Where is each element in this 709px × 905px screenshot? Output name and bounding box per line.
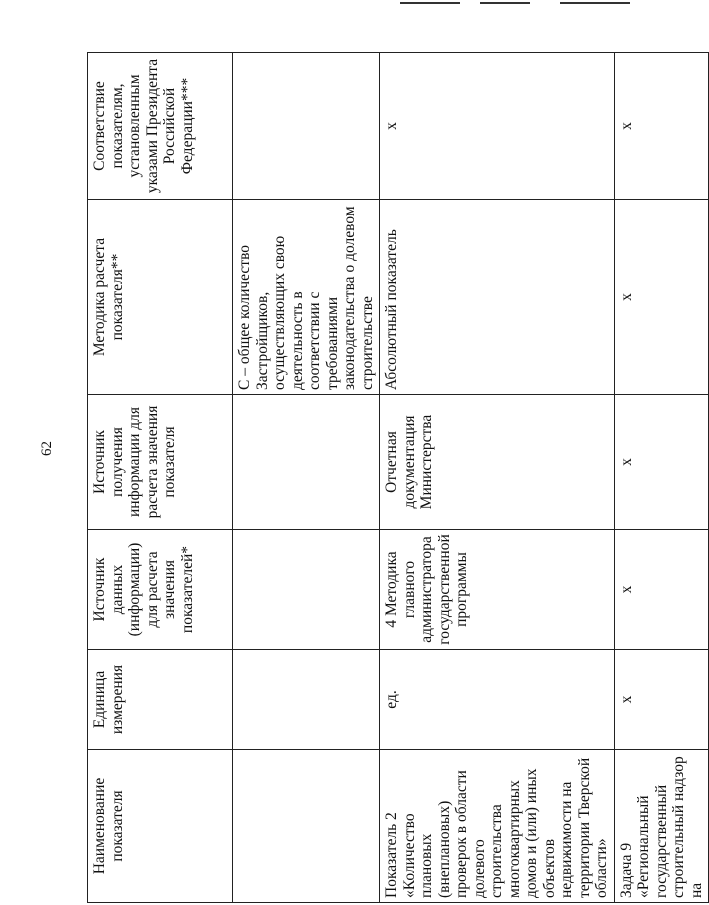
cell-name: Задача 9 «Региональный государственный строительный надзор на [614, 750, 709, 903]
cell-origin: Отчетная документация Министерства [380, 395, 615, 530]
cell-name: Показатель 2 «Количество плановых (внеплановых) проверок в области долевого строительства многоквартирных домов и (или) иных объектов недвижимости на территории Тверской области» [380, 750, 615, 903]
header-indicator-name: Наименование показателя [88, 750, 233, 903]
header-unit: Единица измерения [88, 650, 233, 750]
table-row-task-9 [614, 53, 709, 903]
cell-name [233, 750, 380, 903]
cell-unit [233, 650, 380, 750]
cell-source: х [614, 530, 709, 650]
cell-source [233, 530, 380, 650]
cell-source: 4 Методика главного администратора государственной программы [380, 530, 615, 650]
scan-top-edge [0, 0, 640, 8]
header-calc-method: Методика расчета показателя** [88, 200, 233, 395]
rotated-table-container [87, 53, 705, 903]
cell-method: С – общее количество Застройщиков, осуществляющих свою деятельность в соответствии с требованиями законодательства о долевом строительстве [233, 200, 380, 395]
table-row-indicator-2 [380, 53, 615, 903]
table-header-row [88, 53, 233, 903]
indicators-table [87, 52, 709, 903]
header-president-decree-match: Соответствие показателям, установленным указами Президента Российской Федерации*** [88, 53, 233, 200]
table-row-continuation [233, 53, 380, 903]
cell-origin [233, 395, 380, 530]
cell-match [233, 53, 380, 200]
cell-unit: х [614, 650, 709, 750]
cell-method: х [614, 200, 709, 395]
cell-origin: х [614, 395, 709, 530]
cell-method: Абсолютный показатель [380, 200, 615, 395]
cell-unit: ед. [380, 650, 615, 750]
cell-match: х [380, 53, 615, 200]
header-info-origin: Источник получения информации для расчета значения показателя [88, 395, 233, 530]
cell-match: х [614, 53, 709, 200]
header-data-source: Источник данных (информации) для расчета значения показателей* [88, 530, 233, 650]
page-number: 62 [39, 441, 55, 456]
